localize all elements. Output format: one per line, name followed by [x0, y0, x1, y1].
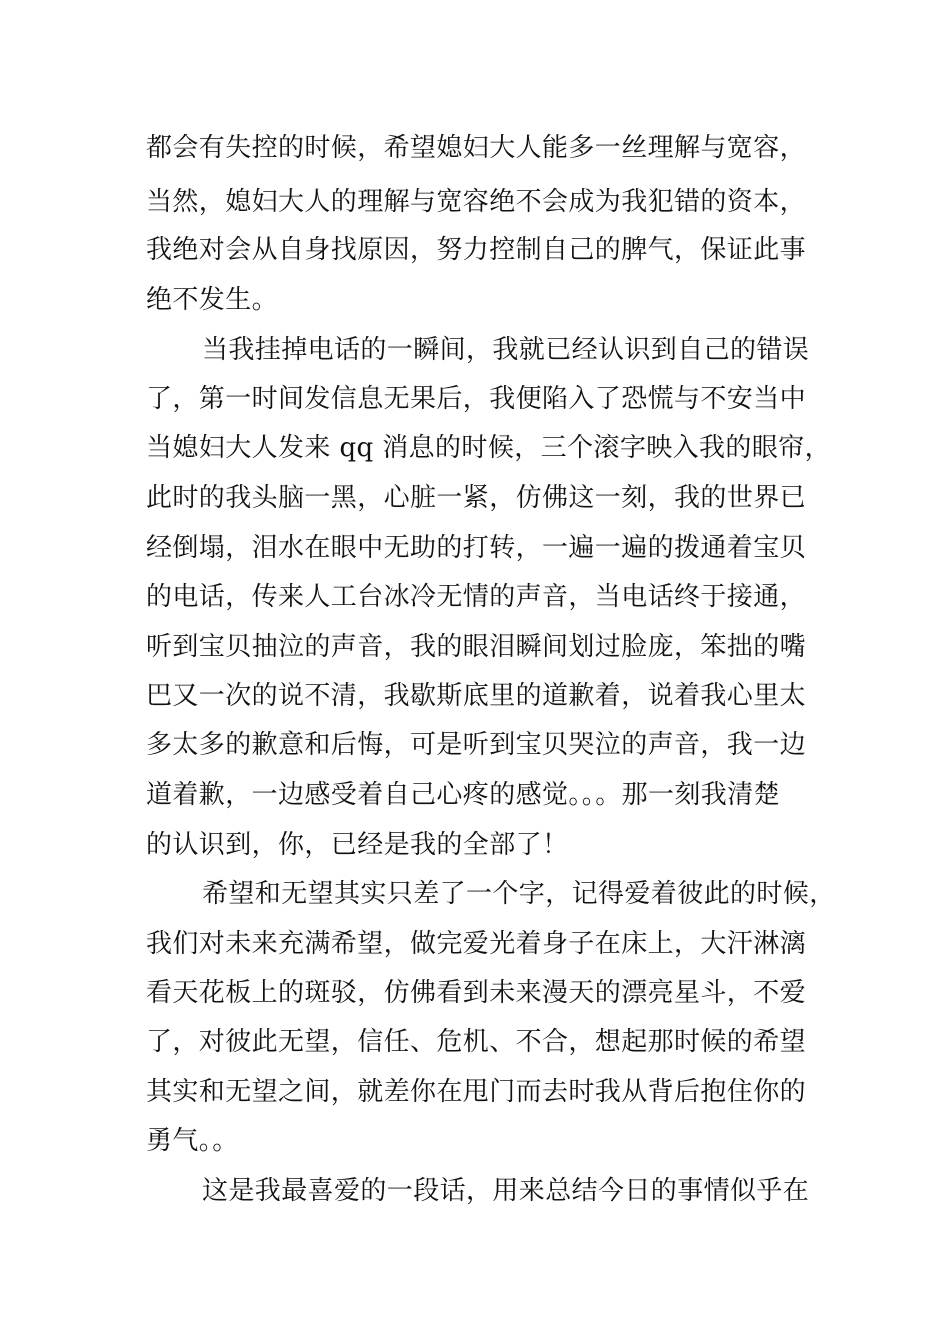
- text-line: 巴又一次的说不清，我歇斯底里的道歉着，说着我心里太: [146, 681, 807, 711]
- text-line: 这是我最喜爱的一段话，用来总结今日的事情似乎在: [202, 1176, 810, 1206]
- text-line: 听到宝贝抽泣的声音，我的眼泪瞬间划过脸庞，笨拙的嘴: [146, 632, 807, 662]
- text-line: 希望和无望其实只差了一个字，记得爱着彼此的时候，: [202, 879, 836, 909]
- text-line: 此时的我头脑一黑，心脏一紧，仿佛这一刻，我的世界已: [146, 483, 807, 513]
- text-line: 绝不发生。: [146, 285, 279, 315]
- text-line: 的认识到，你，已经是我的全部了！: [146, 830, 569, 860]
- text-line: 勇气。。: [146, 1126, 239, 1156]
- text-line: 其实和无望之间，就差你在甩门而去时我从背后抱住你的: [146, 1077, 807, 1107]
- text-line: 道着歉，一边感受着自己心疼的感觉。。。那一刻我清楚: [146, 780, 781, 810]
- text-line: 当媳妇大人发来 qq 消息的时候，三个滚字映入我的眼帘，: [146, 433, 832, 463]
- text-line: 看天花板上的斑驳，仿佛看到未来漫天的漂亮星斗，不爱: [146, 978, 807, 1008]
- text-line: 我们对未来充满希望，做完爱光着身子在床上，大汗淋漓: [146, 929, 807, 959]
- text-line: 当然，媳妇大人的理解与宽容绝不会成为我犯错的资本，: [146, 187, 807, 217]
- text-line: 多太多的歉意和后悔，可是听到宝贝哭泣的声音，我一边: [146, 730, 807, 760]
- text-line: 都会有失控的时候，希望媳妇大人能多一丝理解与宽容，: [146, 133, 807, 163]
- text-line: 的电话，传来人工台冰冷无情的声音，当电话终于接通，: [146, 582, 807, 612]
- text-line: 了，第一时间发信息无果后，我便陷入了恐慌与不安当中: [146, 384, 807, 414]
- text-line: 我绝对会从自身找原因，努力控制自己的脾气，保证此事: [146, 235, 807, 265]
- text-line: 了，对彼此无望，信任、危机、不合，想起那时候的希望: [146, 1027, 807, 1057]
- text-line: 当我挂掉电话的一瞬间，我就已经认识到自己的错误: [202, 335, 810, 365]
- text-line: 经倒塌，泪水在眼中无助的打转，一遍一遍的拨通着宝贝: [146, 533, 807, 563]
